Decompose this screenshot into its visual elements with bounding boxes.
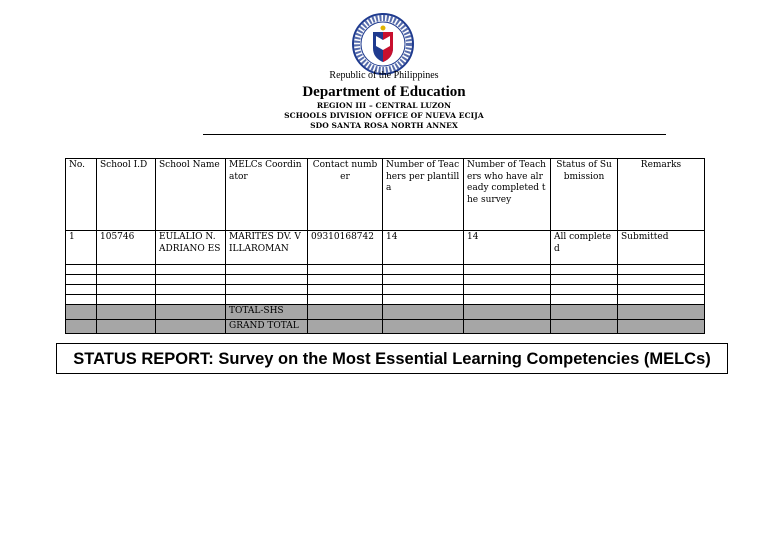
division-label: SCHOOLS DIVISION OFFICE OF NUEVA ECIJA bbox=[284, 111, 484, 120]
cell-school-name: EULALIO N. ADRIANO ES bbox=[156, 231, 226, 265]
deped-seal-icon bbox=[351, 12, 415, 76]
department-title: Department of Education bbox=[302, 84, 466, 100]
table-row bbox=[66, 231, 705, 265]
cell-teachers-completed: 14 bbox=[464, 231, 551, 265]
table-header-row bbox=[66, 159, 705, 231]
col-header-coordinator: MELCs Coordinator bbox=[226, 159, 308, 231]
cell-contact: 09310168742 bbox=[308, 231, 383, 265]
total-shs-row bbox=[66, 305, 705, 320]
cell-school-id: 105746 bbox=[97, 231, 156, 265]
col-header-no: No. bbox=[66, 159, 97, 231]
table-row bbox=[66, 285, 705, 295]
col-header-teachers-plantilla: Number of Teachers per plantilla bbox=[383, 159, 464, 231]
cell-no: 1 bbox=[66, 231, 97, 265]
col-header-school-id: School I.D bbox=[97, 159, 156, 231]
col-header-school-name: School Name bbox=[156, 159, 226, 231]
cell-teachers-plantilla: 14 bbox=[383, 231, 464, 265]
status-table bbox=[65, 158, 705, 334]
table-row bbox=[66, 295, 705, 305]
grand-total-row bbox=[66, 319, 705, 334]
republic-label: Republic of the Philippines bbox=[329, 70, 439, 81]
status-report-banner: STATUS REPORT: Survey on the Most Essential Learning Competencies (MELCs) bbox=[56, 343, 728, 374]
header-divider bbox=[203, 134, 666, 135]
col-header-remarks: Remarks bbox=[618, 159, 705, 231]
cell-remarks: Submitted bbox=[618, 231, 705, 265]
table-row bbox=[66, 265, 705, 275]
total-shs-label: TOTAL-SHS bbox=[226, 305, 308, 320]
table-row bbox=[66, 275, 705, 285]
grand-total-label: GRAND TOTAL bbox=[226, 319, 308, 334]
col-header-status: Status of Submission bbox=[551, 159, 618, 231]
sdo-label: SDO SANTA ROSA NORTH ANNEX bbox=[310, 121, 458, 130]
cell-status: All completed bbox=[551, 231, 618, 265]
region-label: REGION III – CENTRAL LUZON bbox=[316, 101, 452, 110]
cell-coordinator: MARITES DV. VILLAROMAN bbox=[226, 231, 308, 265]
col-header-teachers-completed: Number of Teachers who have already completed the survey bbox=[464, 159, 551, 231]
col-header-contact: Contact number bbox=[308, 159, 383, 231]
